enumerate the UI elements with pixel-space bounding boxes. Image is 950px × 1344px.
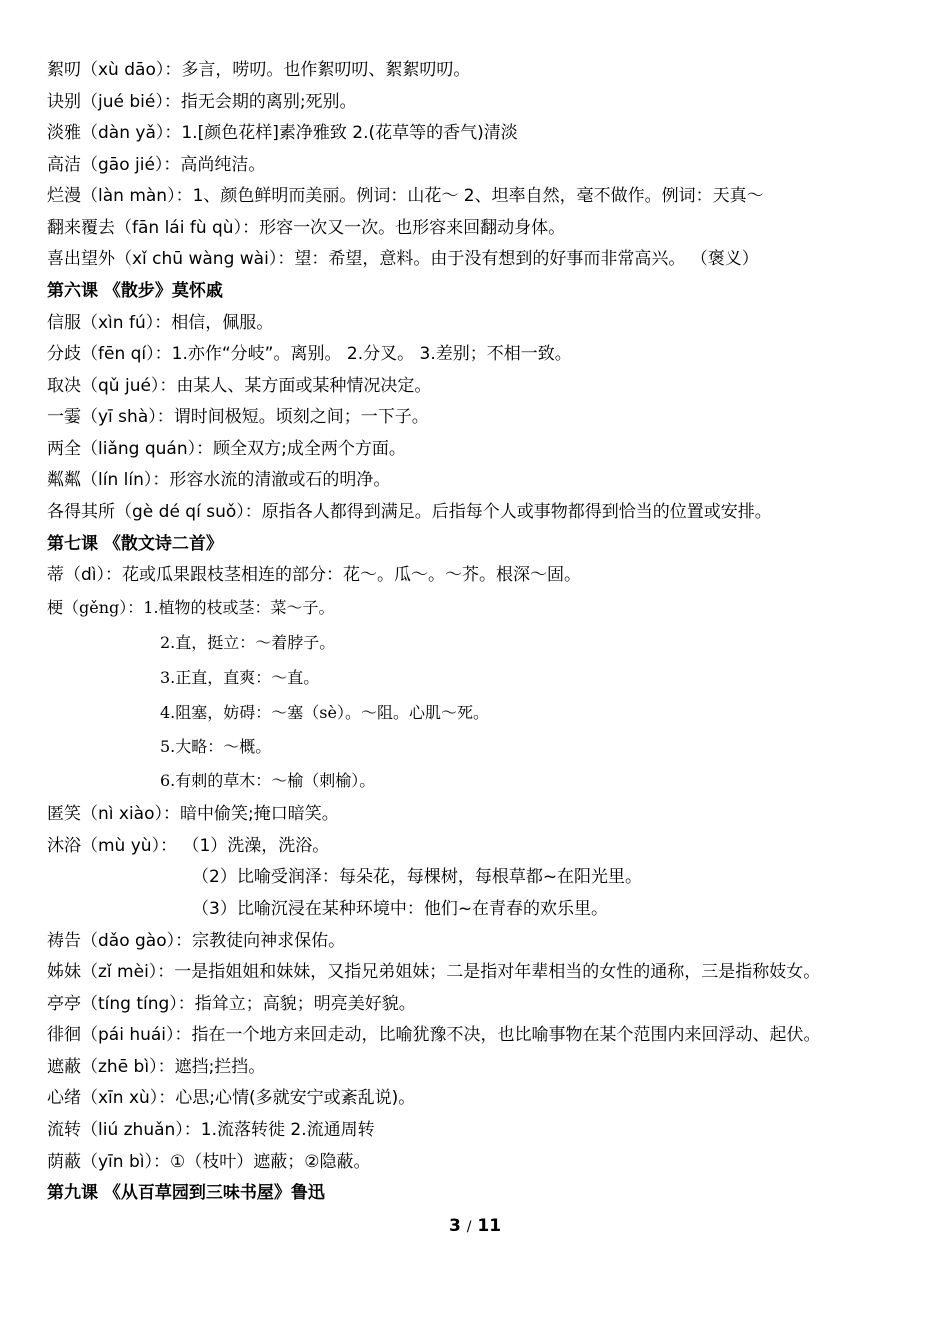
- entry-muyu: 沐浴（mù yù）： （1）洗澡，洗浴。: [47, 836, 330, 856]
- total-pages: 11: [477, 1216, 502, 1236]
- entry-fanlaifuqu: 翻来覆去（fān lái fù qù）：形容一次又一次。也形容来回翻动身体。: [47, 218, 566, 238]
- lesson-7-heading: 第七课 《散文诗二首》: [47, 534, 223, 554]
- entry-zhebi: 遮蔽（zhē bì）：遮挡;拦挡。: [47, 1057, 266, 1077]
- entry-tingting: 亭亭（tíng tíng）：指耸立；高貌；明亮美好貌。: [47, 994, 416, 1014]
- entry-geng-sense-6: 6.有刺的草木：～榆（刺榆）。: [160, 771, 376, 790]
- entry-geng-sense-5: 5.大略：～概。: [160, 737, 272, 756]
- entry-qujue: 取决（qǔ jué）：由某人、某方面或某种情况决定。: [47, 376, 432, 396]
- entry-zimei: 姊妹（zǐ mèi）：一是指姐姐和妹妹，又指兄弟姐妹；二是指对年辈相当的女性的通称，三是指称妓女。: [47, 962, 821, 982]
- lesson-9-heading: 第九课 《从百草园到三味书屋》鲁迅: [47, 1183, 325, 1203]
- page-number: [0, 1216, 950, 1236]
- entry-liuzhuan: 流转（liú zhuǎn）：1.流落转徙 2.流通周转: [47, 1120, 375, 1140]
- entry-xichuwangwai: 喜出望外（xǐ chū wàng wài）：望：希望，意料。由于没有想到的好事而非常高兴。 （褒义）: [47, 249, 759, 269]
- entry-paihuai: 徘徊（pái huái）：指在一个地方来回走动，比喻犹豫不决，也比喻事物在某个范围内来回浮动、起伏。: [47, 1025, 821, 1045]
- lesson-6-heading: 第六课 《散步》莫怀戚: [47, 281, 223, 301]
- entry-gaojie: 高洁（gāo jié）：高尚纯洁。: [47, 155, 266, 175]
- entry-geng-sense-3: 3.正直，直爽：～直。: [160, 668, 320, 687]
- current-page: 3: [448, 1216, 461, 1236]
- entry-danya: 淡雅（dàn yǎ）：1.[颜色花样]素净雅致 2.(花草等的香气)清淡: [47, 123, 518, 143]
- entry-liangquan: 两全（liǎng quán）：顾全双方;成全两个方面。: [47, 439, 406, 459]
- entry-geng-sense-2: 2.直，挺立：～着脖子。: [160, 633, 336, 652]
- entry-lanman: 烂漫（làn màn）：1、颜色鲜明而美丽。例词：山花～ 2、坦率自然，毫不做作。例词：天真～: [47, 186, 764, 206]
- entry-juebie: 诀别（jué bié）：指无会期的离别;死别。: [47, 92, 357, 112]
- entry-xinxu: 心绪（xīn xù）：心思;心情(多就安宁或紊乱说)。: [47, 1088, 416, 1108]
- entry-geng: 梗（gěng）：1.植物的枝或茎：菜～子。: [47, 598, 335, 617]
- entry-di: 蒂（dì）：花或瓜果跟枝茎相连的部分：花～。瓜～。～芥。根深～固。: [47, 565, 582, 585]
- entry-linlin: 粼粼（lín lín）：形容水流的清澈或石的明净。: [47, 470, 391, 490]
- entry-nixiao: 匿笑（nì xiào）：暗中偷笑;掩口暗笑。: [47, 804, 339, 824]
- entry-yisha: 一霎（yī shà）：谓时间极短。顷刻之间；一下子。: [47, 407, 429, 427]
- entry-muyu-sense-2: （2）比喻受润泽：每朵花，每棵树，每根草都~在阳光里。: [192, 867, 643, 887]
- entry-daogao: 祷告（dǎo gào）：宗教徒向神求保佑。: [47, 931, 346, 951]
- entry-muyu-sense-3: （3）比喻沉浸在某种环境中：他们~在青春的欢乐里。: [192, 899, 609, 919]
- entry-gedeqisuo: 各得其所（gè dé qí suǒ）：原指各人都得到满足。后指每个人或事物都得到恰当的位置或安排。: [47, 502, 772, 522]
- entry-geng-sense-4: 4.阻塞，妨碍：～塞（sè）。～阻。心肌～死。: [160, 703, 489, 722]
- entry-xudao: 絮叨（xù dāo）：多言，唠叨。也作絮叨叨、絮絮叨叨。: [47, 60, 471, 80]
- entry-fenqi: 分歧（fēn qí）：1.亦作“分岐”。离别。 2.分叉。 3.差别；不相一致。: [47, 344, 572, 364]
- entry-xinfu: 信服（xìn fú）：相信，佩服。: [47, 313, 274, 333]
- entry-yinbi: 荫蔽（yīn bì）：①（枝叶）遮蔽；②隐蔽。: [47, 1152, 371, 1172]
- page-separator: /: [466, 1219, 472, 1235]
